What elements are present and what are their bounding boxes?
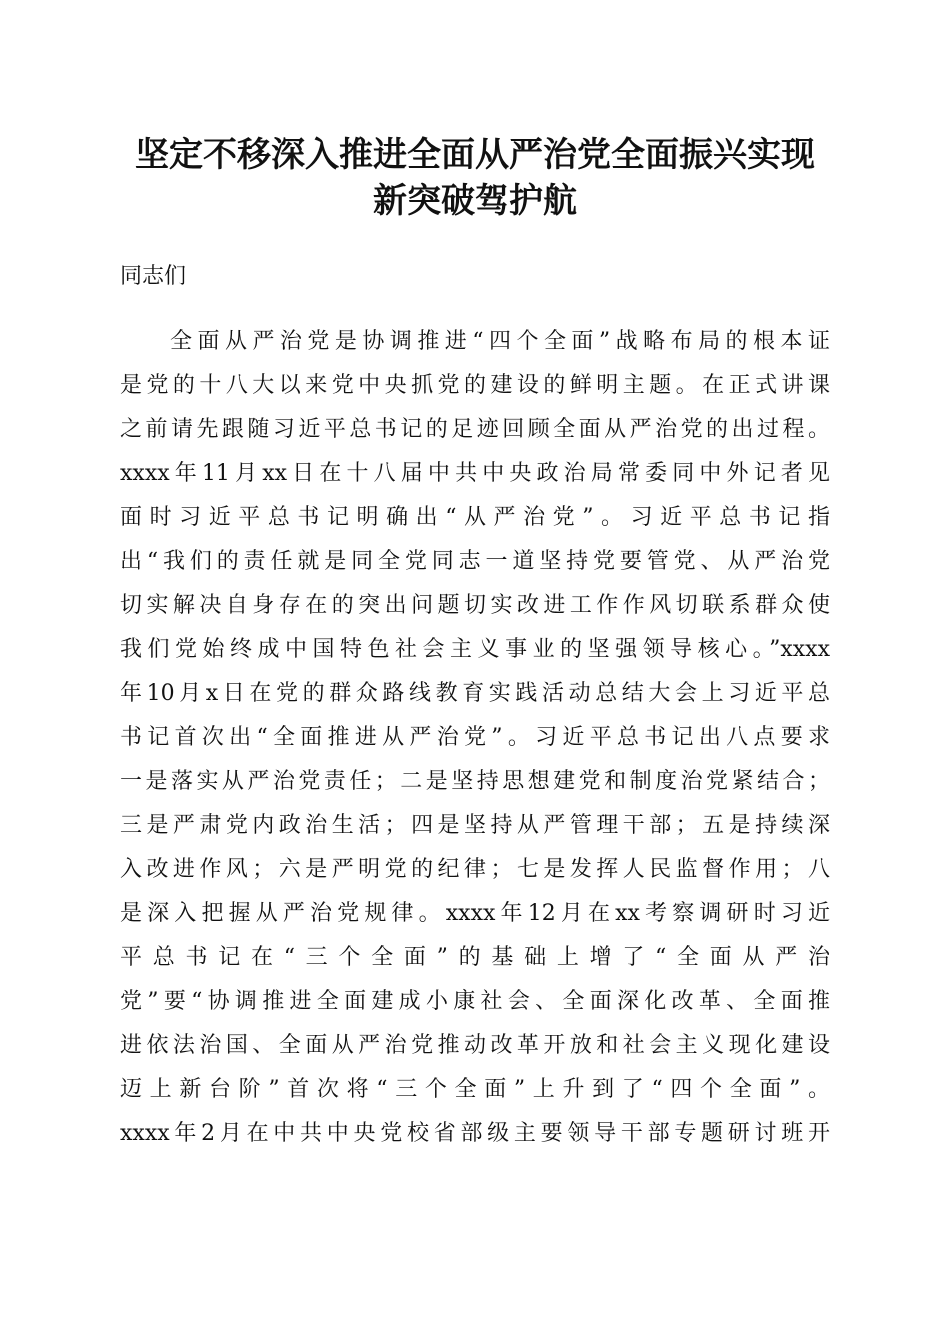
body-line: 进依法治国、全面从严治党推动改革开放和社会主义现化建设 xyxy=(120,1033,830,1058)
body-line: xxxx年11月xx日在十八届中共中央政治局常委同中外记者见 xyxy=(120,461,830,486)
title-line-1: 坚定不移深入推进全面从严治党全面振兴实现 xyxy=(135,135,815,175)
body-line: 全面从严治党是协调推进“四个全面”战略布局的根本证 xyxy=(170,329,830,354)
title-line-2: 新突破驾护航 xyxy=(373,181,577,221)
body-line: 迈上新台阶”首次将“三个全面”上升到了“四个全面”。 xyxy=(120,1077,830,1102)
document-title xyxy=(100,132,850,224)
body-line: 党”要“协调推进全面建成小康社会、全面深化改革、全面推 xyxy=(120,989,830,1014)
body-line: 一是落实从严治党责任；二是坚持思想建党和制度治党紧结合； xyxy=(120,769,830,794)
body-line: 切实解决自身存在的突出问题切实改进工作作风切联系群众使 xyxy=(120,593,830,618)
body-line: 是深入把握从严治党规律。xxxx年12月在xx考察调研时习近 xyxy=(120,901,830,926)
body-line: 三是严肃党内政治生活；四是坚持从严管理干部；五是持续深 xyxy=(120,813,830,838)
body-paragraph xyxy=(120,320,830,1156)
body-line: 入改进作风；六是严明党的纪律；七是发挥人民监督作用；八 xyxy=(120,857,830,882)
body-line: 我们党始终成中国特色社会主义事业的坚强领导核心。”xxxx xyxy=(120,637,830,662)
body-line: 面时习近平总书记明确出“从严治党”。习近平总书记指 xyxy=(120,505,830,530)
salutation: 同志们 xyxy=(120,264,187,289)
body-line: 之前请先跟随习近平总书记的足迹回顾全面从严治党的出过程。 xyxy=(120,417,830,442)
body-line: 书记首次出“全面推进从严治党”。习近平总书记出八点要求 xyxy=(120,725,830,750)
body-line: 是党的十八大以来党中央抓党的建设的鲜明主题。在正式讲课 xyxy=(120,373,830,398)
body-line: xxxx年2月在中共中央党校省部级主要领导干部专题研讨班开 xyxy=(120,1121,830,1146)
body-line: 出“我们的责任就是同全党同志一道坚持党要管党、从严治党 xyxy=(120,549,830,574)
body-line: 平总书记在“三个全面”的基础上增了“全面从严治 xyxy=(120,945,830,970)
body-line: 年10月x日在党的群众路线教育实践活动总结大会上习近平总 xyxy=(120,681,830,706)
